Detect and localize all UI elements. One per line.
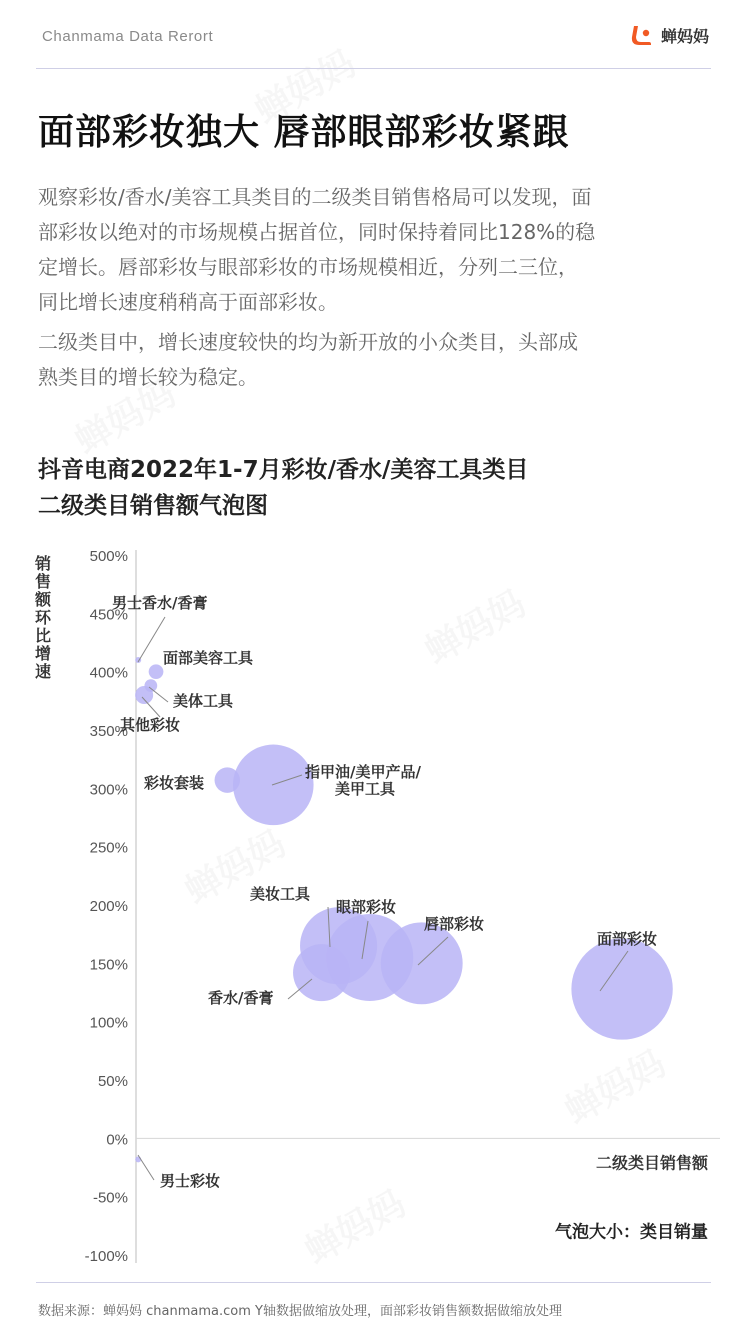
page-title: 面部彩妆独大 唇部眼部彩妆紧跟	[38, 112, 570, 153]
footer-source: 数据来源：蝉妈妈 chanmama.com Y轴数据做缩放处理，面部彩妆销售额数据做缩放处理	[38, 1304, 562, 1319]
bubble-label: 彩妆套装	[144, 774, 205, 792]
bubble-label: 美甲工具	[335, 780, 396, 798]
bubble-label: 男士彩妆	[160, 1172, 221, 1190]
bubble-leader-line	[138, 1155, 154, 1180]
y-axis-label: 销售额环比增速	[32, 555, 52, 681]
bubble-label: 美妆工具	[250, 885, 311, 903]
paragraph-line: 同比增长速度稍稍高于面部彩妆。	[38, 290, 338, 314]
bubble-label: 眼部彩妆	[336, 898, 397, 916]
bubble	[571, 938, 672, 1039]
paragraph-line: 二级类目中，增长速度较快的均为新开放的小众类目，头部成	[38, 330, 578, 354]
paragraph-line: 部彩妆以绝对的市场规模占据首位，同时保持着同比128%的稳	[38, 220, 596, 244]
bubble-label: 美体工具	[173, 692, 234, 710]
y-tick-label: 500%	[89, 548, 128, 565]
chart-title-line: 二级类目销售额气泡图	[38, 493, 268, 519]
header-divider	[36, 68, 711, 69]
y-tick-label: 150%	[89, 956, 128, 974]
logo-text: 蝉妈妈	[660, 26, 709, 46]
chanmama-logo-icon	[629, 22, 655, 48]
paragraph-line: 观察彩妆/香水/美容工具类目的二级类目销售格局可以发现，面	[38, 185, 592, 209]
footer-divider	[36, 1282, 711, 1283]
y-tick-label: 50%	[97, 1073, 128, 1090]
y-tick-label: 250%	[89, 839, 128, 857]
y-tick-label: -100%	[84, 1248, 128, 1265]
bubble-label: 香水/香膏	[208, 989, 274, 1007]
bubble	[293, 944, 350, 1001]
bubble	[149, 664, 164, 679]
y-tick-label: 200%	[89, 898, 128, 915]
y-tick-label: -50%	[92, 1189, 128, 1207]
bubble-label: 唇部彩妆	[424, 915, 485, 933]
bubble-label: 面部美容工具	[163, 649, 254, 667]
chart-title	[38, 452, 718, 524]
paragraph-2	[38, 325, 708, 395]
brand-text: Chanmama Data Rerort	[42, 28, 214, 45]
y-tick-label: 400%	[89, 664, 128, 682]
y-tick-label: 350%	[89, 723, 128, 740]
y-tick-label: 450%	[89, 606, 128, 624]
paragraph-1	[38, 180, 708, 320]
bubble-leader-line	[138, 617, 165, 662]
paragraph-line: 定增长。唇部彩妆与眼部彩妆的市场规模相近，分列二三位，	[38, 255, 578, 279]
x-axis-label: 二级类目销售额	[595, 1153, 708, 1173]
y-tick-label: 300%	[89, 781, 128, 799]
bubble-label: 指甲油/美甲产品/	[305, 763, 421, 781]
y-tick-label: 100%	[89, 1014, 128, 1032]
logo	[629, 22, 709, 48]
paragraph-line: 熟类目的增长较为稳定。	[38, 365, 258, 389]
bubble-size-note: 气泡大小：类目销量	[555, 1222, 708, 1243]
bubble	[381, 922, 463, 1004]
bubble-label: 面部彩妆	[597, 930, 658, 948]
bubble-label: 其他彩妆	[120, 716, 181, 734]
chart-title-line: 抖音电商2022年1-7月彩妆/香水/美容工具类目	[38, 457, 529, 483]
bubble-label: 男士香水/香膏	[112, 594, 208, 612]
bubble-chart	[0, 535, 747, 1275]
y-tick-label: 0%	[106, 1131, 128, 1149]
